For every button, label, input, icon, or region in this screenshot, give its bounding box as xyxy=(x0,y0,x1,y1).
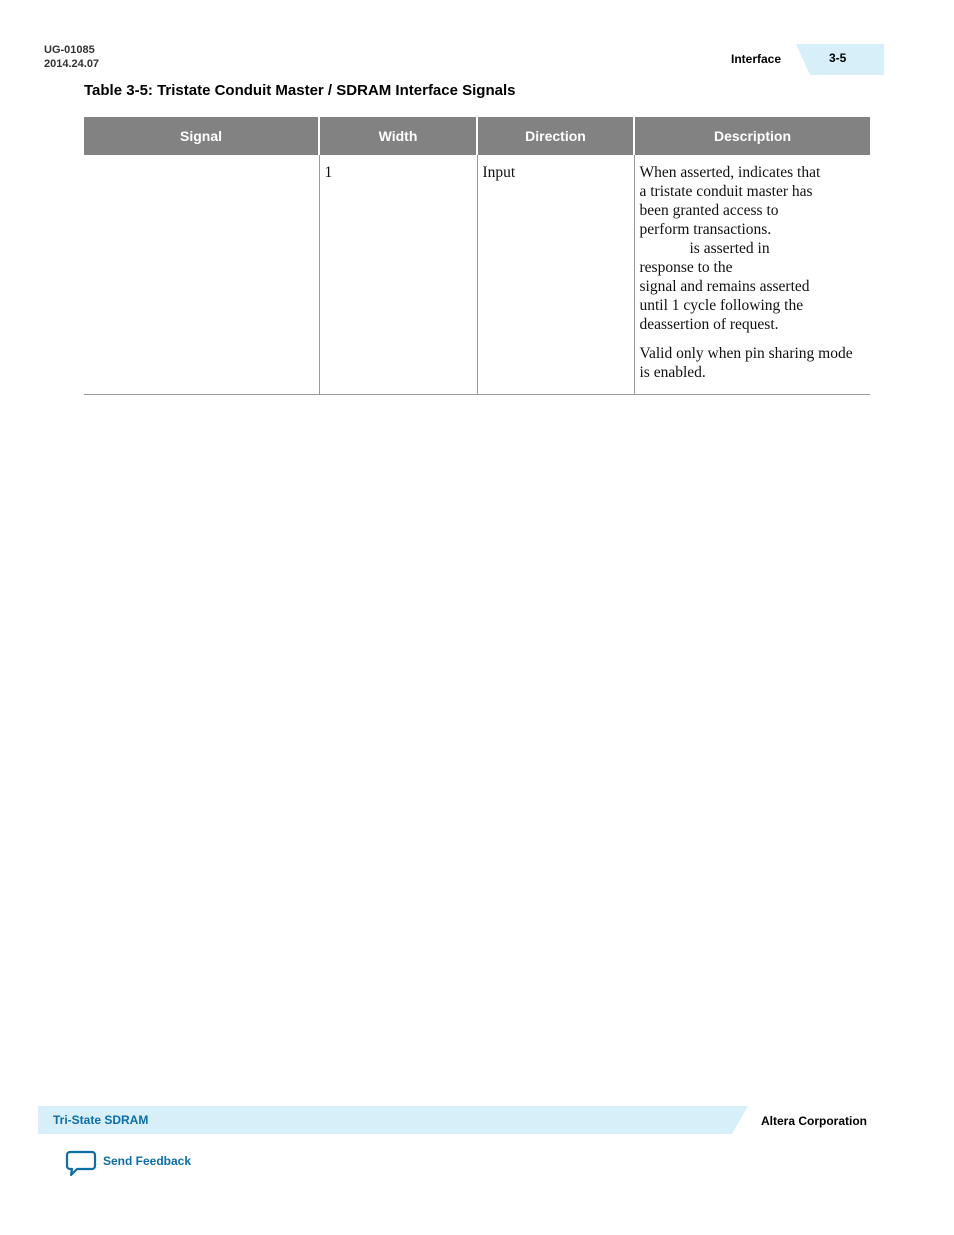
cell-signal xyxy=(84,155,319,395)
cell-direction: Input xyxy=(477,155,634,395)
column-header-description: Description xyxy=(634,117,870,155)
description-line: signal and remains asserted xyxy=(639,278,810,295)
column-header-width: Width xyxy=(319,117,477,155)
signal-name xyxy=(89,163,314,182)
description-paragraph xyxy=(640,163,866,334)
description-line: a tristate conduit master has xyxy=(639,183,813,200)
cell-description xyxy=(634,155,870,395)
description-note: Valid only when pin sharing mode is enabled. xyxy=(639,345,853,381)
footer-company: Altera Corporation xyxy=(761,1114,868,1128)
signals-table xyxy=(84,117,870,395)
column-header-signal: Signal xyxy=(84,117,319,155)
footer-section-title: Tri-State SDRAM xyxy=(53,1113,149,1127)
speech-bubble-icon[interactable] xyxy=(65,1150,97,1178)
header-page-number: 3-5 xyxy=(829,51,847,65)
description-line: been granted access to xyxy=(639,202,779,219)
description-line: When asserted, indicates that xyxy=(639,164,821,181)
table-row xyxy=(84,155,870,395)
description-line: is asserted in xyxy=(689,240,770,257)
doc-number: UG-01085 xyxy=(44,44,95,56)
column-header-direction: Direction xyxy=(477,117,634,155)
document-id xyxy=(44,43,99,71)
description-line: deassertion of request. xyxy=(639,316,779,333)
doc-date: 2014.24.07 xyxy=(44,58,100,70)
description-line: perform transactions. xyxy=(639,221,772,238)
table-title: Table 3-5: Tristate Conduit Master / SDRAM Interface Signals xyxy=(84,82,516,99)
description-line: until 1 cycle following the xyxy=(639,297,804,314)
send-feedback-link[interactable]: Send Feedback xyxy=(103,1154,192,1168)
table-header-row xyxy=(84,117,870,155)
cell-width: 1 xyxy=(319,155,477,395)
description-line: response to the xyxy=(639,259,733,276)
header-section-title: Interface xyxy=(731,52,782,66)
